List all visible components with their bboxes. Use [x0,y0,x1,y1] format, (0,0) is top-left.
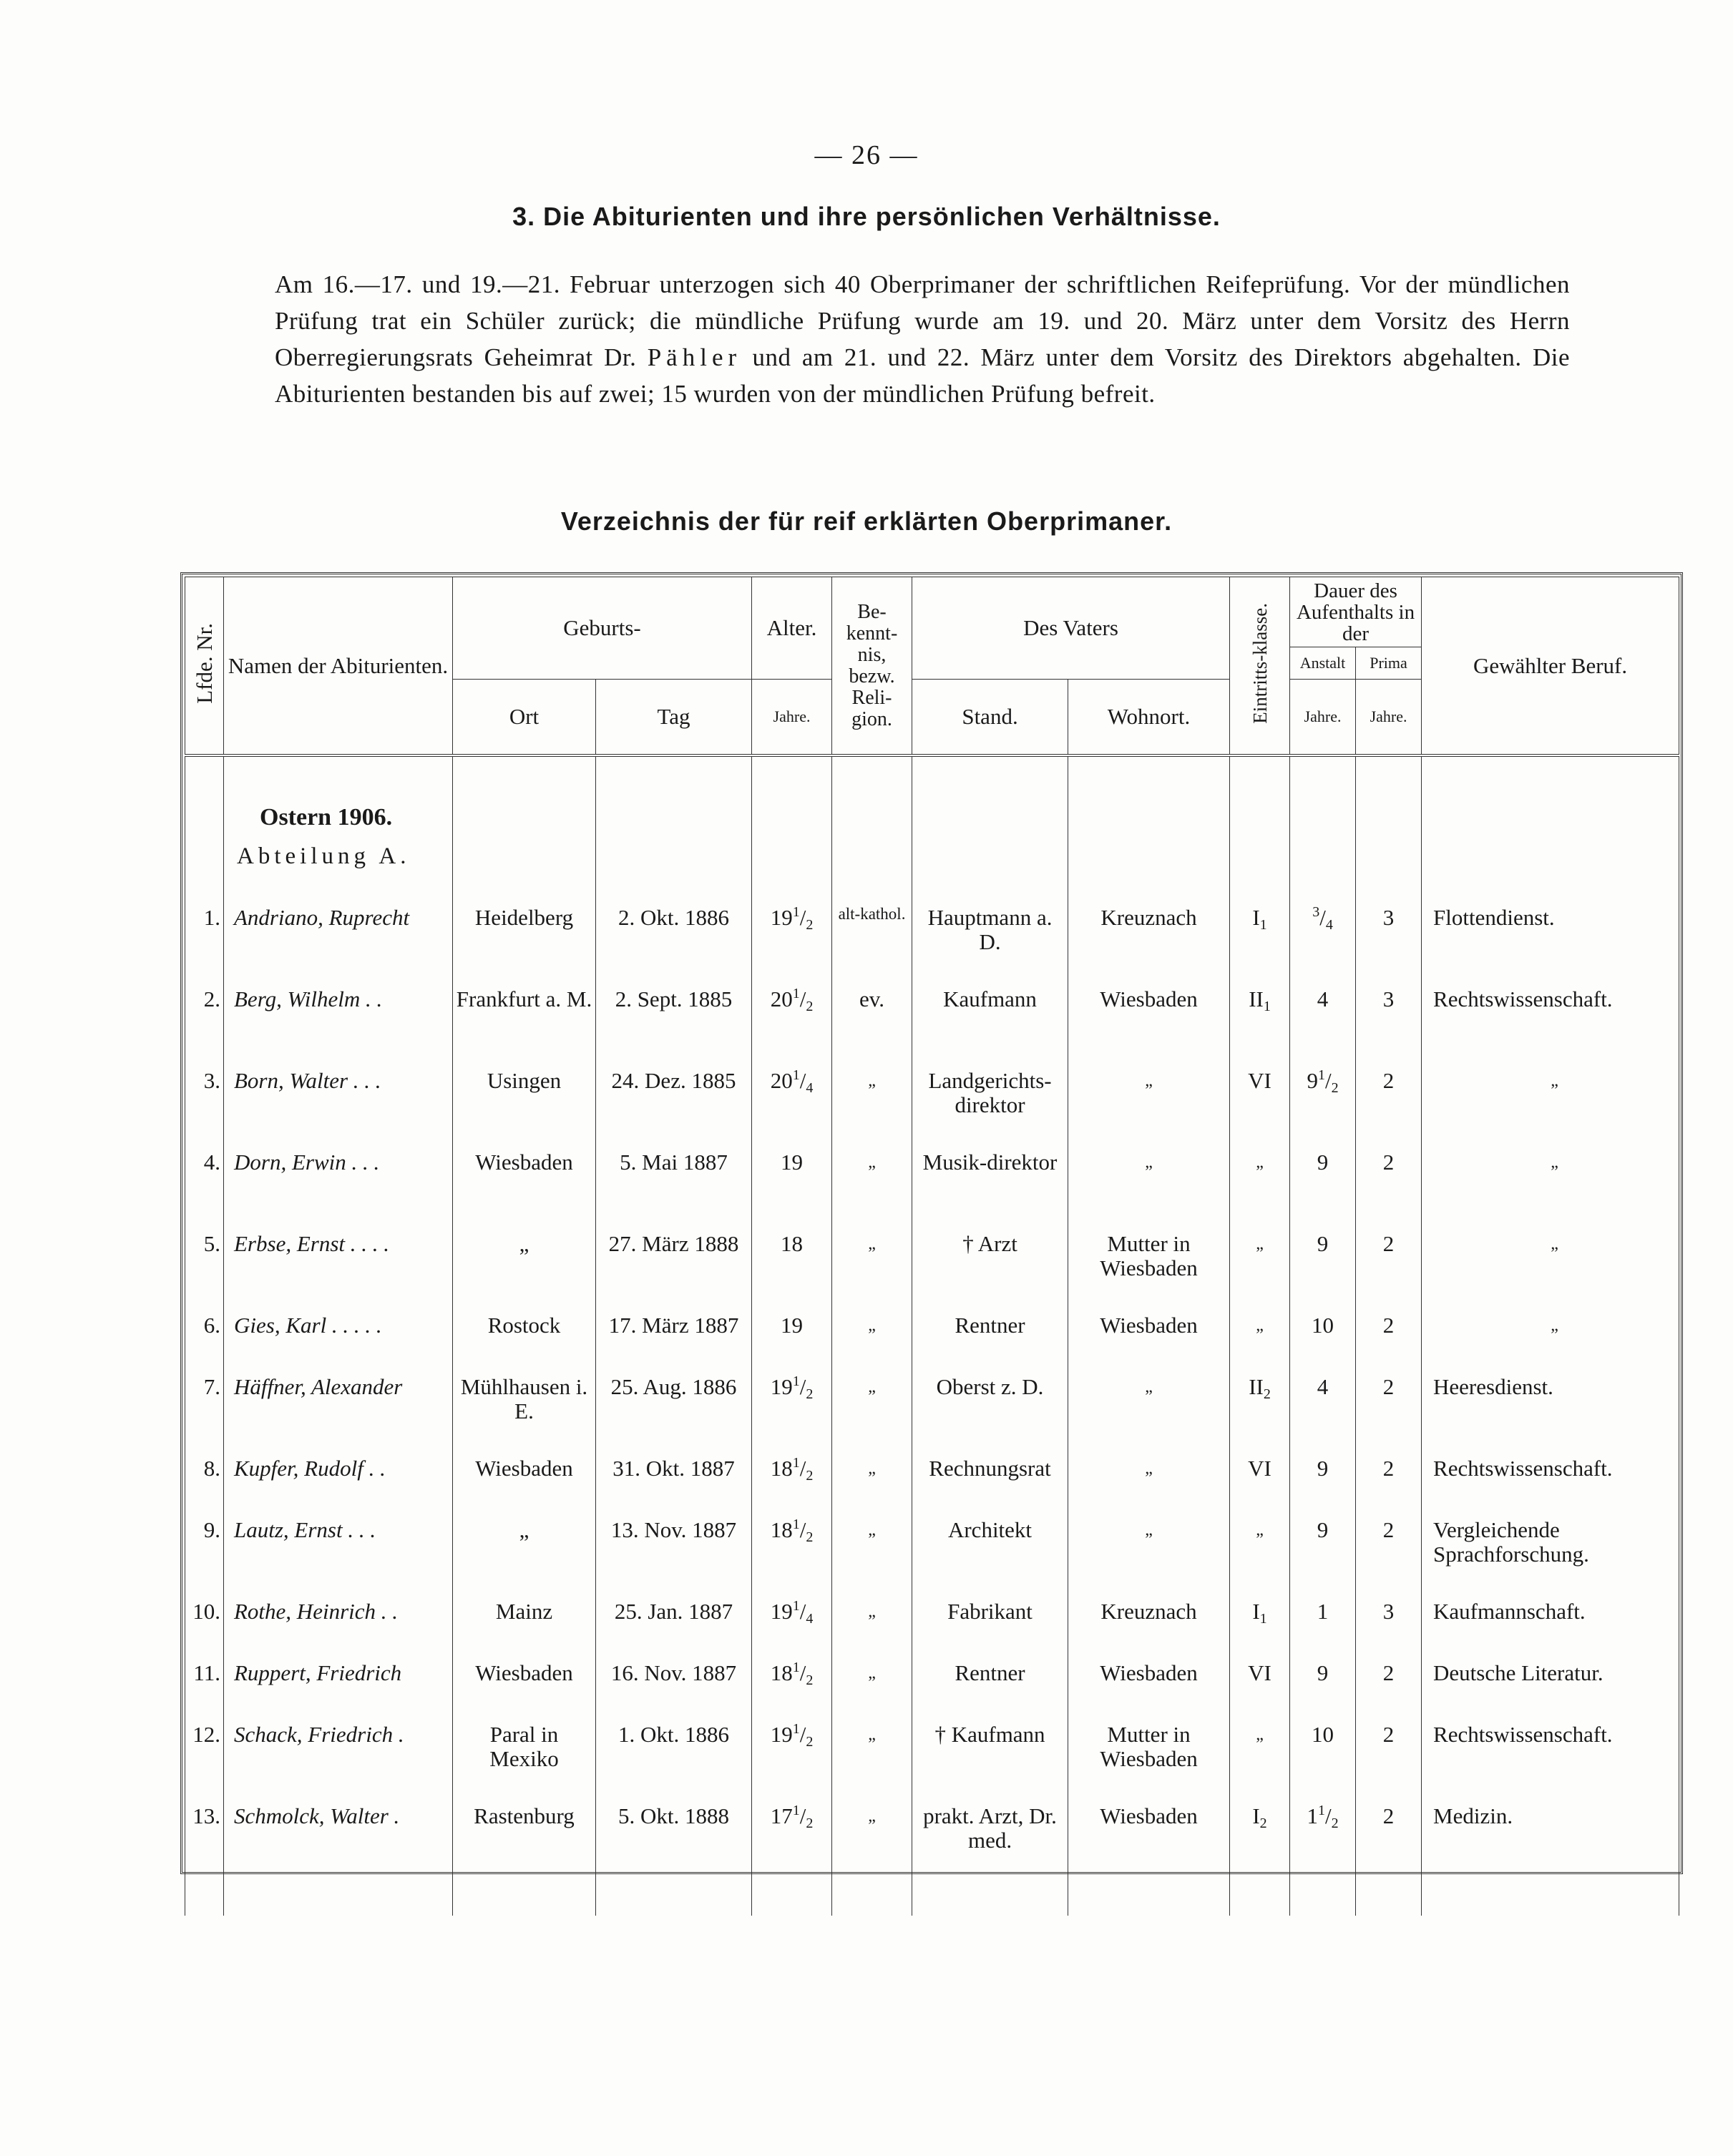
row-stand: Landgerichts-direktor [912,1062,1068,1143]
row-beruf: Rechtswissenschaft. [1422,980,1679,1062]
row-name: Gies, Karl . . . . . [224,1306,453,1368]
row-anstalt: 9 [1290,1225,1356,1306]
header-beruf: Gewählter Beruf. [1422,577,1679,756]
row-religion: ev. [832,980,912,1062]
table-row [185,1592,1679,1654]
header-ort: Ort [453,680,596,756]
row-ort: Heidelberg [453,898,596,980]
row-religion: „ [832,1511,912,1592]
row-religion: „ [832,1797,912,1858]
header-bekenntnis: Be-kennt-nis, bezw. Reli-gion. [832,577,912,756]
row-tag: 2. Okt. 1886 [596,898,752,980]
row-religion: „ [832,1062,912,1143]
row-anstalt: 4 [1290,980,1356,1062]
section-title: 3. Die Abiturienten und ihre persönlichen Verhältnisse. [512,202,1221,231]
header-wohnort: Wohnort. [1068,680,1230,756]
row-alter: $17^1/_2$ [752,1797,832,1858]
row-nr: 12. [185,1715,224,1797]
row-name: Andriano, Ruprecht [224,898,453,980]
row-klasse: „ [1230,1225,1290,1306]
row-wohnort: Wiesbaden [1068,980,1230,1062]
row-stand: Fabrikant [912,1592,1068,1654]
row-klasse: „ [1230,1306,1290,1368]
row-anstalt: $^3/_4$ [1290,898,1356,980]
row-prima: 2 [1356,1797,1422,1858]
row-beruf: „ [1422,1062,1679,1143]
row-beruf: „ [1422,1225,1679,1306]
row-wohnort: Mutter in Wiesbaden [1068,1225,1230,1306]
row-beruf: Deutsche Literatur. [1422,1654,1679,1715]
row-wohnort: Wiesbaden [1068,1797,1230,1858]
row-klasse: VI [1230,1062,1290,1143]
row-stand: Oberst z. D. [912,1368,1068,1449]
row-ort: „ [453,1511,596,1592]
table-row [185,1715,1679,1797]
table-header [185,577,1679,756]
header-vater: Des Vaters [912,577,1230,680]
row-anstalt: 9 [1290,1654,1356,1715]
row-nr: 3. [185,1062,224,1143]
header-geburts: Geburts- [453,577,752,680]
header-alter-jahre: Jahre. [752,680,832,756]
table-row [185,898,1679,980]
row-prima: 2 [1356,1715,1422,1797]
row-tag: 2. Sept. 1885 [596,980,752,1062]
row-alter: $19^1/_2$ [752,898,832,980]
table-row [185,1511,1679,1592]
row-beruf: Rechtswissenschaft. [1422,1449,1679,1511]
row-name: Ruppert, Friedrich [224,1654,453,1715]
row-prima: 2 [1356,1306,1422,1368]
row-anstalt: 10 [1290,1715,1356,1797]
row-stand: Hauptmann a. D. [912,898,1068,980]
table-title: Verzeichnis der für reif erklärten Oberprimaner. [560,506,1173,536]
row-religion: alt-kathol. [832,898,912,980]
header-prima: Prima [1356,647,1422,680]
header-alter: Alter. [752,577,832,680]
row-beruf: Flottendienst. [1422,898,1679,980]
row-ort: Usingen [453,1062,596,1143]
row-alter: $20^1/_2$ [752,980,832,1062]
row-name: Rothe, Heinrich . . [224,1592,453,1654]
row-beruf: Medizin. [1422,1797,1679,1858]
row-name: Berg, Wilhelm . . [224,980,453,1062]
row-wohnort: Wiesbaden [1068,1306,1230,1368]
row-tag: 31. Okt. 1887 [596,1449,752,1511]
row-klasse: $I_2$ [1230,1797,1290,1858]
abteilung-row [185,830,1679,898]
table-row [185,1143,1679,1225]
row-prima: 2 [1356,1062,1422,1143]
row-prima: 2 [1356,1654,1422,1715]
row-anstalt: 9 [1290,1143,1356,1225]
row-name: Kupfer, Rudolf . . [224,1449,453,1511]
row-nr: 6. [185,1306,224,1368]
intro-paragraph [275,266,1570,412]
row-religion: „ [832,1306,912,1368]
row-anstalt: 4 [1290,1368,1356,1449]
table-row [185,980,1679,1062]
row-tag: 5. Mai 1887 [596,1143,752,1225]
row-prima: 3 [1356,1592,1422,1654]
group-heading-row [185,755,1679,830]
row-wohnort: Kreuznach [1068,1592,1230,1654]
row-ort: Frankfurt a. M. [453,980,596,1062]
row-klasse: „ [1230,1715,1290,1797]
row-alter: $18^1/_2$ [752,1449,832,1511]
row-stand: prakt. Arzt, Dr. med. [912,1797,1068,1858]
row-stand: † Kaufmann [912,1715,1068,1797]
table-row [185,1449,1679,1511]
row-tag: 27. März 1888 [596,1225,752,1306]
abteilung-label: Abteilung A. [224,830,453,898]
row-klasse: „ [1230,1143,1290,1225]
row-beruf: „ [1422,1306,1679,1368]
row-prima: 2 [1356,1225,1422,1306]
row-beruf: Heeresdienst. [1422,1368,1679,1449]
row-tag: 16. Nov. 1887 [596,1654,752,1715]
row-beruf: „ [1422,1143,1679,1225]
row-nr: 10. [185,1592,224,1654]
row-anstalt: 9 [1290,1449,1356,1511]
intro-spaced-name: Pähler [647,343,742,371]
row-stand: Kaufmann [912,980,1068,1062]
group-heading: Ostern 1906. [224,755,453,830]
table-row [185,1654,1679,1715]
row-tag: 17. März 1887 [596,1306,752,1368]
row-tag: 1. Okt. 1886 [596,1715,752,1797]
row-wohnort: Kreuznach [1068,898,1230,980]
row-tag: 13. Nov. 1887 [596,1511,752,1592]
row-ort: Rastenburg [453,1797,596,1858]
row-wohnort: Wiesbaden [1068,1654,1230,1715]
row-nr: 13. [185,1797,224,1858]
table-row [185,1306,1679,1368]
header-dauer: Dauer des Aufenthalts in der [1290,577,1422,647]
row-alter: $19^1/_2$ [752,1715,832,1797]
row-klasse: VI [1230,1449,1290,1511]
row-religion: „ [832,1449,912,1511]
table-row [185,1225,1679,1306]
header-name: Namen der Abiturienten. [224,577,453,756]
row-name: Schack, Friedrich . [224,1715,453,1797]
row-religion: „ [832,1368,912,1449]
row-stand: Musik-direktor [912,1143,1068,1225]
row-anstalt: $1^1/_2$ [1290,1797,1356,1858]
row-tag: 25. Jan. 1887 [596,1592,752,1654]
header-anstalt-jahre: Jahre. [1290,680,1356,756]
row-prima: 2 [1356,1368,1422,1449]
row-klasse: VI [1230,1654,1290,1715]
row-religion: „ [832,1225,912,1306]
row-beruf: Vergleichende Sprachforschung. [1422,1511,1679,1592]
row-religion: „ [832,1143,912,1225]
row-prima: 2 [1356,1511,1422,1592]
row-anstalt: 9 [1290,1511,1356,1592]
row-stand: Rentner [912,1306,1068,1368]
row-prima: 3 [1356,980,1422,1062]
abiturienten-table [185,577,1679,1916]
row-nr: 2. [185,980,224,1062]
row-beruf: Rechtswissenschaft. [1422,1715,1679,1797]
table-row [185,1797,1679,1858]
header-eintritt: Eintritts-klasse. [1230,577,1290,756]
row-klasse: $II_2$ [1230,1368,1290,1449]
row-wohnort: „ [1068,1062,1230,1143]
header-anstalt: Anstalt [1290,647,1356,680]
row-alter: $19^1/_4$ [752,1592,832,1654]
row-ort: Mühlhausen i. E. [453,1368,596,1449]
row-ort: Wiesbaden [453,1654,596,1715]
row-tag: 24. Dez. 1885 [596,1062,752,1143]
row-nr: 4. [185,1143,224,1225]
row-nr: 1. [185,898,224,980]
row-ort: Mainz [453,1592,596,1654]
row-name: Erbse, Ernst . . . . [224,1225,453,1306]
row-stand: Architekt [912,1511,1068,1592]
row-stand: † Arzt [912,1225,1068,1306]
table-row [185,1062,1679,1143]
intro-text-part2: und am 21. und 22. März unter dem Vorsitz des Direktors abgehalten. Die Abiturienten bestanden bis auf zwei; 15 wurden von der mündlichen Prüfung befreit. [275,343,1570,408]
row-nr: 9. [185,1511,224,1592]
row-tag: 5. Okt. 1888 [596,1797,752,1858]
header-stand: Stand. [912,680,1068,756]
row-nr: 5. [185,1225,224,1306]
row-anstalt: $9^1/_2$ [1290,1062,1356,1143]
intro-text-part1: Am 16.—17. und 19.—21. Februar unterzogen sich 40 Oberprimaner der schriftlichen Reifeprüfung. Vor der mündlichen Prüfung trat ein Schüler zurück; die mündliche Prüfung wurde am 19. und 20. März unter dem Vorsitz des Herrn Oberregierungsrats Geheimrat Dr. [275,270,1570,371]
row-name: Born, Walter . . . [224,1062,453,1143]
row-klasse: $I_1$ [1230,1592,1290,1654]
row-ort: Rostock [453,1306,596,1368]
table-bottom-padding [185,1858,1679,1916]
row-alter: $20^1/_4$ [752,1062,832,1143]
row-wohnort: „ [1068,1143,1230,1225]
row-alter: $18^1/_2$ [752,1511,832,1592]
row-stand: Rechnungsrat [912,1449,1068,1511]
row-wohnort: „ [1068,1368,1230,1449]
row-alter: 19 [752,1143,832,1225]
page-number: — 26 — [814,140,919,170]
row-religion: „ [832,1715,912,1797]
row-wohnort: „ [1068,1511,1230,1592]
row-prima: 2 [1356,1143,1422,1225]
row-beruf: Kaufmannschaft. [1422,1592,1679,1654]
row-tag: 25. Aug. 1886 [596,1368,752,1449]
row-name: Häffner, Alexander [224,1368,453,1449]
row-klasse: „ [1230,1511,1290,1592]
row-prima: 2 [1356,1449,1422,1511]
row-anstalt: 10 [1290,1306,1356,1368]
row-ort: Paral in Mexiko [453,1715,596,1797]
row-wohnort: „ [1068,1449,1230,1511]
row-klasse: $I_1$ [1230,898,1290,980]
row-name: Schmolck, Walter . [224,1797,453,1858]
row-name: Lautz, Ernst . . . [224,1511,453,1592]
row-alter: $18^1/_2$ [752,1654,832,1715]
row-alter: 19 [752,1306,832,1368]
row-ort: „ [453,1225,596,1306]
header-prima-jahre: Jahre. [1356,680,1422,756]
row-prima: 3 [1356,898,1422,980]
row-ort: Wiesbaden [453,1143,596,1225]
header-tag: Tag [596,680,752,756]
row-nr: 11. [185,1654,224,1715]
row-wohnort: Mutter in Wiesbaden [1068,1715,1230,1797]
row-religion: „ [832,1592,912,1654]
row-nr: 7. [185,1368,224,1449]
row-alter: $19^1/_2$ [752,1368,832,1449]
row-nr: 8. [185,1449,224,1511]
row-anstalt: 1 [1290,1592,1356,1654]
row-stand: Rentner [912,1654,1068,1715]
row-alter: 18 [752,1225,832,1306]
row-klasse: $II_1$ [1230,980,1290,1062]
header-nr: Lfde. Nr. [185,577,224,756]
row-name: Dorn, Erwin . . . [224,1143,453,1225]
row-ort: Wiesbaden [453,1449,596,1511]
table-row [185,1368,1679,1449]
table-body [185,755,1679,1916]
row-religion: „ [832,1654,912,1715]
